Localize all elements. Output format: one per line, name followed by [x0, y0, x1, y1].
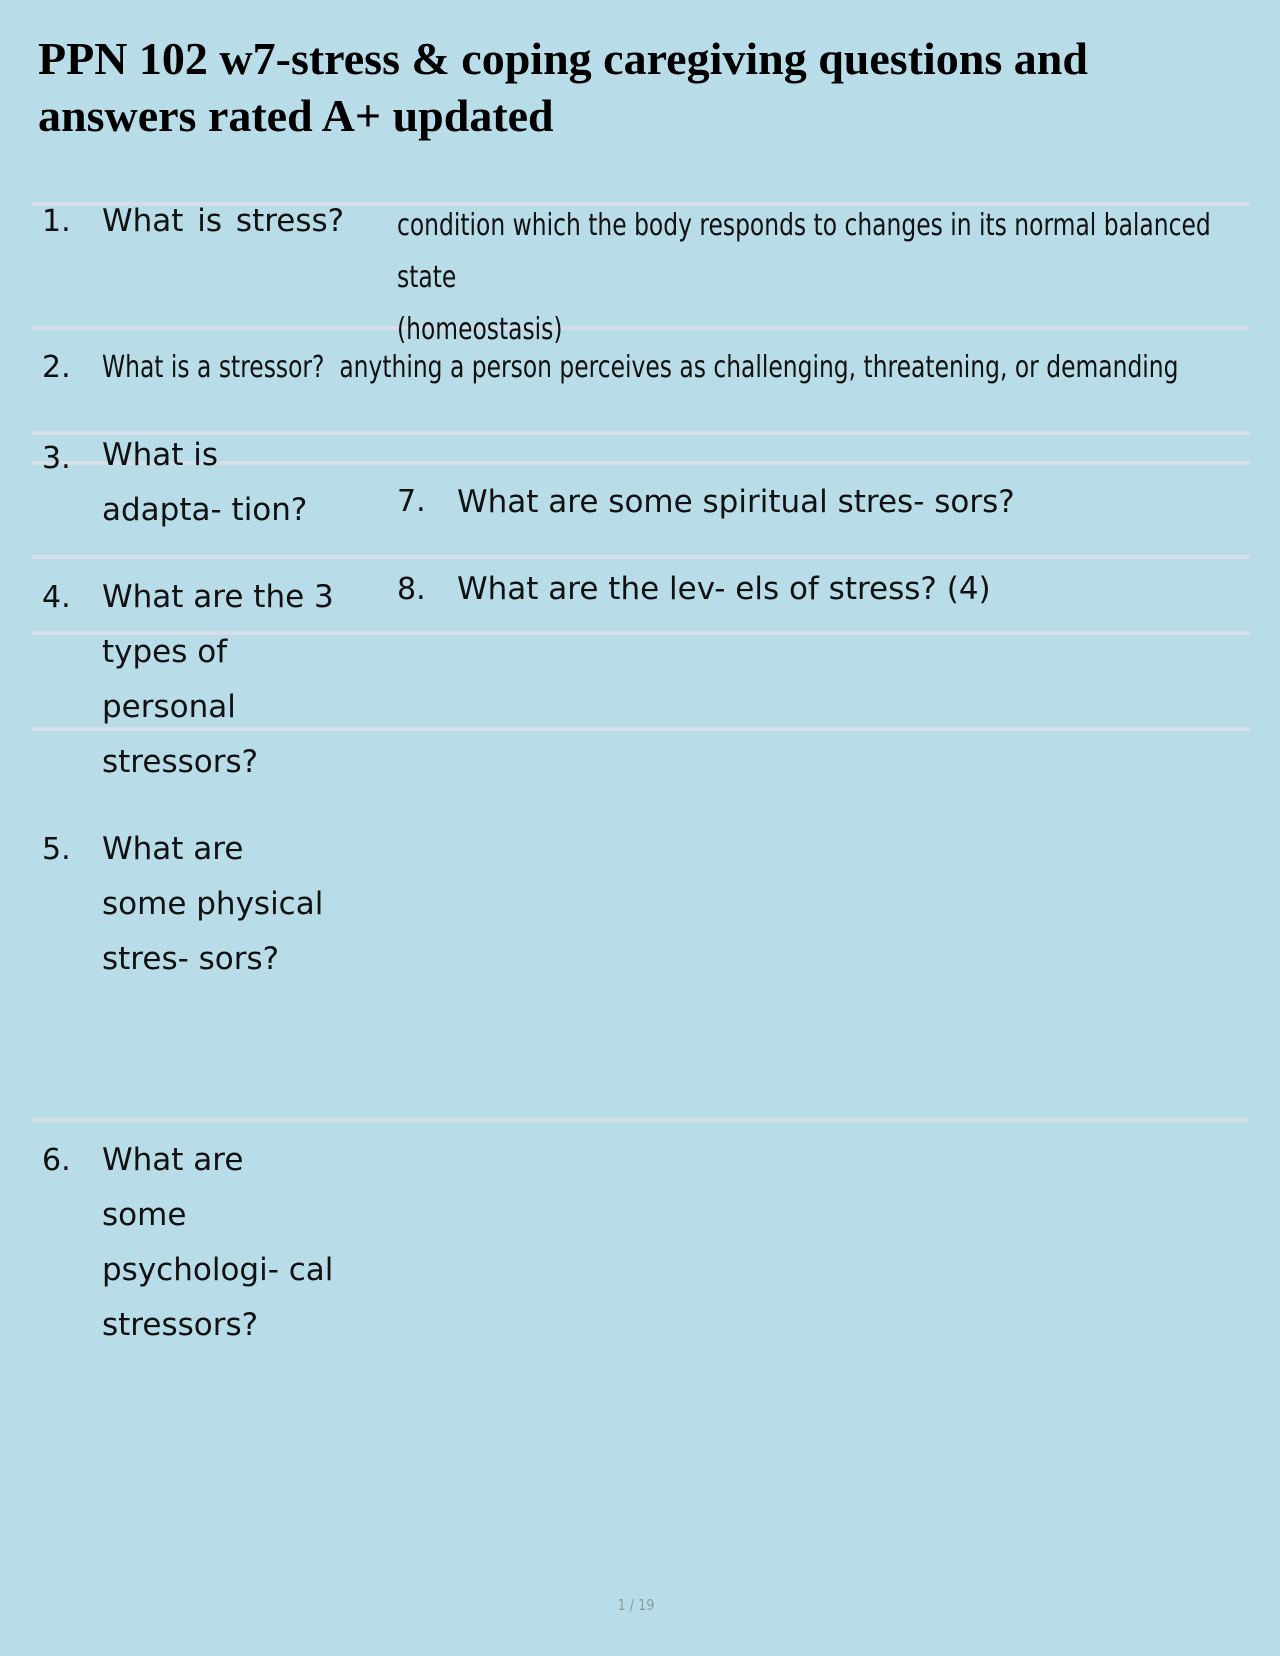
divider — [32, 555, 1250, 559]
answer-1-line-1: condition which the body responds to changes in its normal balanced state — [397, 208, 1211, 295]
question-2 — [102, 340, 1178, 395]
item-number: 4. — [42, 580, 71, 615]
question-4-line: What are the 3 — [102, 579, 334, 615]
answer-1-line-2: (homeostasis) — [397, 312, 563, 347]
item-number: 3. — [42, 441, 71, 476]
answer-1 — [397, 200, 1255, 356]
question-5-line: What are — [102, 831, 244, 867]
question-3-line-2: adapta- tion? — [102, 492, 308, 528]
item-number: 8. — [397, 572, 426, 607]
question-6-line: stressors? — [102, 1307, 259, 1343]
item-number: 6. — [42, 1143, 71, 1178]
item-number: 5. — [42, 832, 71, 867]
answer-2: anything a person perceives as challenging, threatening, or demanding — [339, 350, 1179, 385]
question-6-line: psychologi- cal — [102, 1252, 334, 1288]
question-8: What are the lev- els of stress? (4) — [457, 571, 991, 607]
question-5-line: stres- sors? — [102, 941, 280, 977]
page-number: 1 / 19 — [617, 1596, 655, 1614]
question-4 — [102, 570, 334, 790]
page-title: PPN 102 w7-stress & coping caregiving questions and answers rated A+ updated — [38, 33, 1088, 141]
question-7: What are some spiritual stres- sors? — [457, 484, 1015, 520]
question-3-line-1: What is — [102, 437, 219, 473]
question-6-line: What are — [102, 1142, 244, 1178]
question-5 — [102, 822, 323, 987]
question-2-text: What is a stressor? — [102, 350, 325, 385]
question-6-line: some — [102, 1197, 187, 1233]
question-1: What is stress? — [102, 203, 345, 239]
question-4-line: stressors? — [102, 744, 259, 780]
item-number: 1. — [42, 204, 71, 239]
item-number: 7. — [397, 484, 426, 519]
question-4-line: personal — [102, 689, 236, 725]
question-6 — [102, 1133, 333, 1353]
item-number: 2. — [42, 350, 71, 385]
divider — [32, 1118, 1250, 1122]
question-5-line: some physical — [102, 886, 324, 922]
question-4-line: types of — [102, 634, 228, 670]
